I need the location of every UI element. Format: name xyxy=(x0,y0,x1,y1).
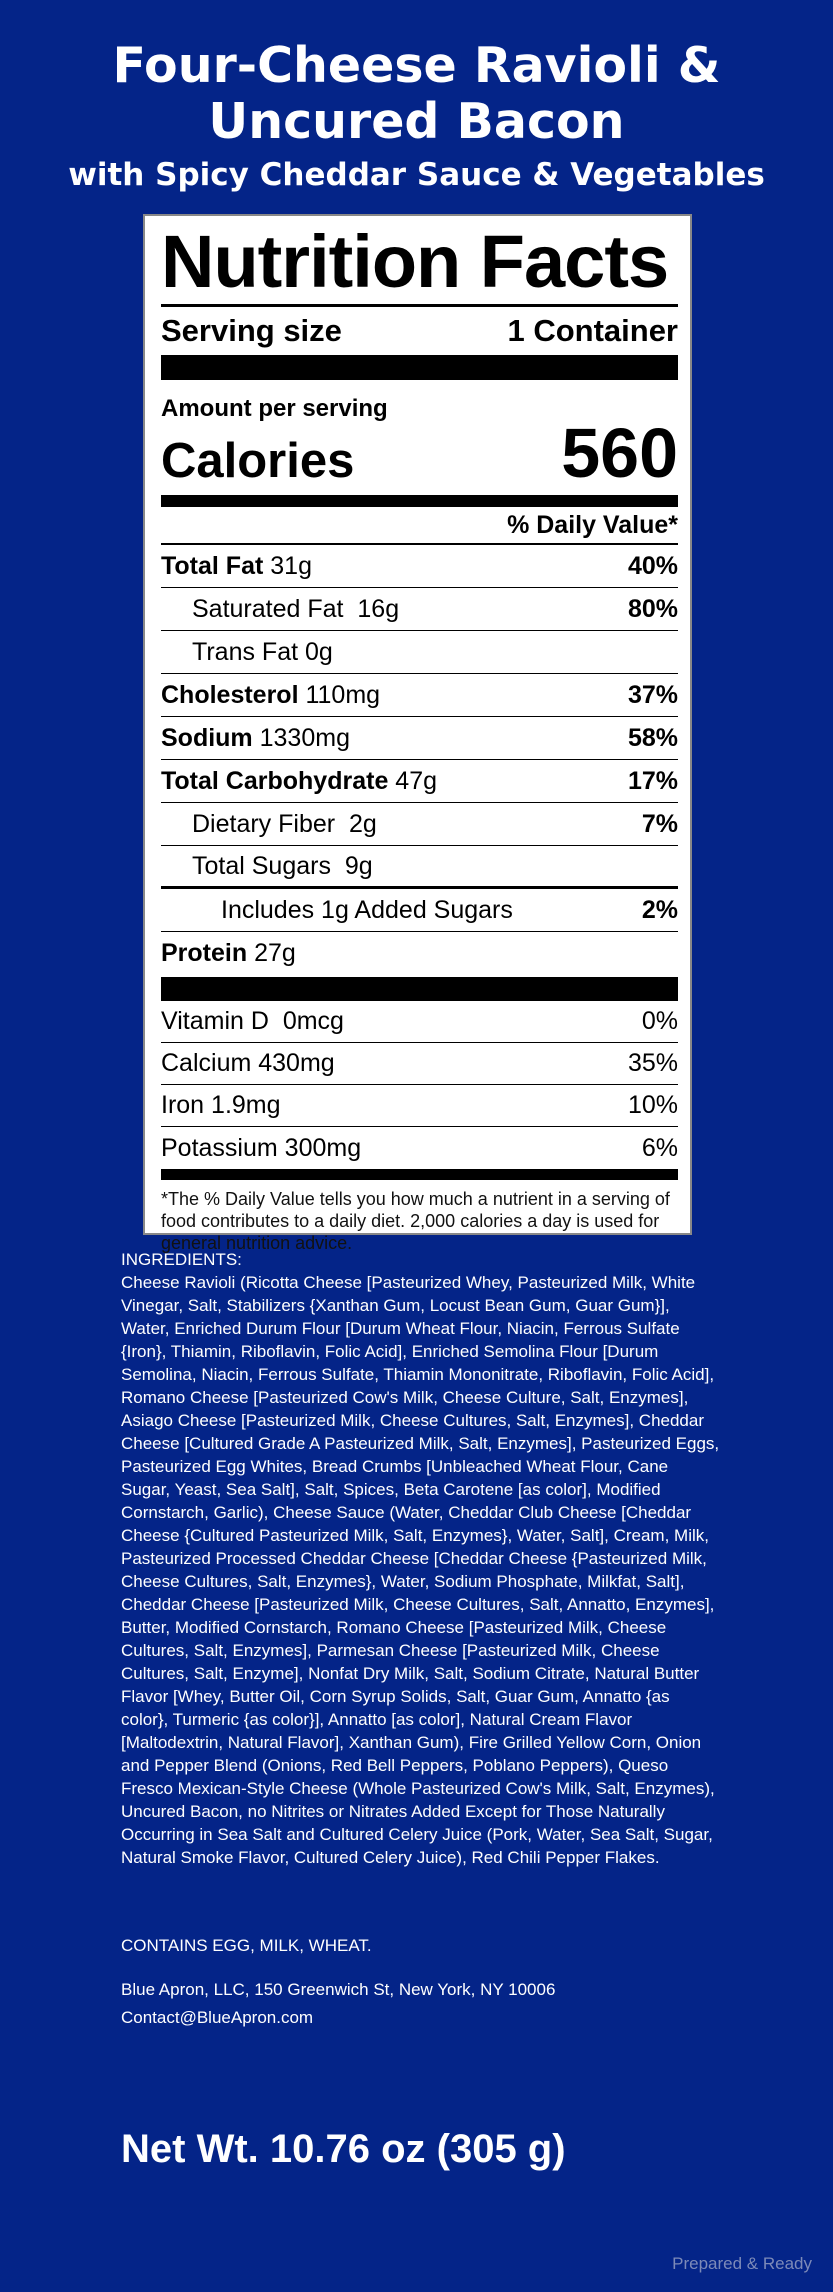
nutrient-name: Saturated Fat xyxy=(192,594,344,623)
nutrient-row-saturated-fat xyxy=(161,588,678,631)
contact-email: Contact@BlueApron.com xyxy=(121,2008,314,2027)
brand-mark: Prepared & Ready xyxy=(672,2254,812,2273)
nutrient-name: Dietary Fiber xyxy=(192,809,336,838)
company-address: Blue Apron, LLC, 150 Greenwich St, New York, NY 10006 xyxy=(121,1980,556,1999)
product-subtitle: with Spicy Cheddar Sauce & Vegetables xyxy=(68,157,765,193)
thick-divider xyxy=(161,495,678,507)
vitamin-amount: 300mg xyxy=(284,1133,362,1162)
nutrient-dv: 37% xyxy=(627,680,678,709)
nutrient-row-protein xyxy=(161,932,678,975)
nutrient-name: Trans Fat xyxy=(192,637,299,666)
nutrient-name: Total Carbohydrate xyxy=(161,766,389,795)
nutrient-dv: 7% xyxy=(641,809,678,838)
nutrient-row-total-fat xyxy=(161,545,678,588)
nutrient-amount: 1330mg xyxy=(259,723,350,752)
thick-divider xyxy=(161,977,678,1001)
serving-size-row xyxy=(161,307,678,353)
nutrient-amount: 110mg xyxy=(305,680,381,709)
nutrient-dv: 40% xyxy=(627,551,678,580)
vitamin-row-potassium xyxy=(161,1127,678,1169)
nutrient-name: Protein xyxy=(161,939,248,967)
nutrient-amount: 16g xyxy=(357,594,400,623)
vitamin-dv: 10% xyxy=(627,1091,678,1119)
nutrient-row-sodium xyxy=(161,717,678,760)
vitamin-name: Calcium xyxy=(161,1049,252,1077)
nutrient-amount: 27g xyxy=(254,939,296,967)
daily-value-footnote: *The % Daily Value tells you how much a nutrient in a serving of food contributes to a daily diet. 2,000 calories a day is used for general nutrition advice. xyxy=(161,1189,670,1253)
nutrition-facts-title: Nutrition Facts xyxy=(161,220,669,303)
nutrient-dv: 17% xyxy=(627,766,678,795)
vitamin-dv: 35% xyxy=(627,1049,678,1077)
ingredients-text: Cheese Ravioli (Ricotta Cheese [Pasteurized Whey, Pasteurized Milk, White Vinegar, Salt, Stabilizers {Xanthan Gum, Locust Bean Gum, Guar Gum}], Water, Enriched Durum Flour [Durum Wheat Flour, Niacin, Ferrous Sulfate {Iron}, Thiamin, Riboflavin, Folic Acid], Enriched Semolina Flour [Durum Semolina, Niacin, Ferrous Sulfate, Thiamin Mononitrate, Riboflavin, Folic Acid], Romano Cheese [Pasteurized Cow's Milk, Cheese Culture, Salt, Enzymes], Asiago Cheese [Pasteurized Milk, Cheese Cultures, Salt, Enzymes], Cheddar Cheese [Cultured Grade A Pasteurized Milk, Salt, Enzymes], Pasteurized Eggs, Pasteurized Egg Whites, Bread Crumbs [Unbleached Wheat Flour, Cane Sugar, Yeast, Sea Salt], Salt, Spices, Beta Carotene [as color], Modified Cornstarch, Garlic), Cheese Sauce (Water, Cheddar Club Cheese [Cheddar Cheese {Cultured Pasteurized Milk, Salt, Enzymes}, Water, Salt], Cream, Milk, Pasteurized Processed Cheddar Cheese [Cheddar Cheese {Pasteurized Milk, Cheese Cultures, Salt, Enzymes}, Water, Sodium Phosphate, Milkfat, Salt], Cheddar Cheese [Pasteurized Milk, Cheese Cultures, Salt, Annatto, Enzymes], Butter, Modified Cornstarch, Romano Cheese [Pasteurized Milk, Cheese Cultures, Salt, Enzymes], Parmesan Cheese [Pasteurized Milk, Cheese Cultures, Salt, Enzyme], Nonfat Dry Milk, Salt, Sodium Citrate, Natural Butter Flavor [Whey, Butter Oil, Corn Syrup Solids, Salt, Guar Gum, Annatto {as color}, Turmeric {as color}], Annatto [as color], Natural Cream Flavor [Maltodextrin, Natural Flavor], Xanthan Gum), Fire Grilled Yellow Corn, Onion and Pepper Blend (Onions, Red Bell Peppers, Poblano Peppers), Queso Fresco Mexican-Style Cheese (Whole Pasteurized Cow's Milk, Salt, Enzymes), Uncured Bacon, no Nitrites or Nitrates Added Except for Those Naturally Occurring in Sea Salt and Cultured Celery Juice (Pork, Water, Sea Salt, Sugar, Natural Smoke Flavor, Cultured Celery Juice), Red Chili Pepper Flakes. xyxy=(121,1273,720,1867)
nutrient-row-added-sugars xyxy=(161,889,678,932)
vitamin-amount: 430mg xyxy=(258,1049,335,1077)
nutrient-name: Cholesterol xyxy=(161,680,299,709)
vitamin-row-calcium xyxy=(161,1043,678,1085)
nutrient-dv: 58% xyxy=(627,723,678,752)
serving-size-value: 1 Container xyxy=(507,313,678,348)
product-title-line1: Four-Cheese Ravioli & xyxy=(112,37,721,94)
nutrient-amount: 0g xyxy=(305,637,333,666)
nutrient-name: Total Sugars xyxy=(192,851,331,880)
nutrient-amount: 47g xyxy=(395,766,438,795)
vitamin-row-vitamin-d xyxy=(161,1001,678,1043)
thick-divider xyxy=(161,1169,678,1180)
vitamin-dv: 0% xyxy=(641,1007,678,1035)
nutrient-name: Sodium xyxy=(161,723,253,752)
vitamin-name: Vitamin D xyxy=(161,1007,269,1035)
nutrient-name: Total Fat xyxy=(161,551,264,580)
nutrient-amount: 9g xyxy=(344,851,373,880)
serving-size-label: Serving size xyxy=(161,313,342,348)
nutrition-facts-panel xyxy=(143,214,692,1253)
calories-label: Calories xyxy=(161,434,355,488)
allergen-statement: CONTAINS EGG, MILK, WHEAT. xyxy=(121,1936,372,1955)
nutrient-dv: 2% xyxy=(641,895,678,924)
product-title-line2: Uncured Bacon xyxy=(208,93,625,150)
vitamin-dv: 6% xyxy=(641,1133,678,1162)
amount-per-serving: Amount per serving xyxy=(161,395,388,422)
nutrient-row-total-carbohydrate xyxy=(161,760,678,803)
nutrient-name: Includes 1g Added Sugars xyxy=(221,895,513,924)
nutrient-dv: 80% xyxy=(627,594,678,623)
vitamin-amount: 1.9mg xyxy=(211,1091,281,1119)
vitamin-name: Iron xyxy=(161,1091,205,1119)
daily-value-header: % Daily Value* xyxy=(507,511,678,539)
nutrient-row-cholesterol xyxy=(161,674,678,717)
ingredients-heading: INGREDIENTS: xyxy=(121,1250,242,1269)
nutrient-row-trans-fat xyxy=(161,631,678,674)
vitamin-name: Potassium xyxy=(161,1133,278,1162)
nutrient-amount: 31g xyxy=(270,551,312,580)
calories-row xyxy=(161,414,678,492)
calories-value: 560 xyxy=(561,414,678,492)
vitamin-amount: 0mcg xyxy=(282,1007,344,1035)
nutrient-row-dietary-fiber xyxy=(161,803,678,846)
nutrient-amount: 2g xyxy=(349,809,377,838)
ingredients-block xyxy=(121,1248,721,1869)
nutrient-row-total-sugars xyxy=(161,846,678,889)
vitamin-row-iron xyxy=(161,1085,678,1127)
thick-divider xyxy=(161,355,678,380)
net-weight: Net Wt. 10.76 oz (305 g) xyxy=(121,2127,566,2171)
